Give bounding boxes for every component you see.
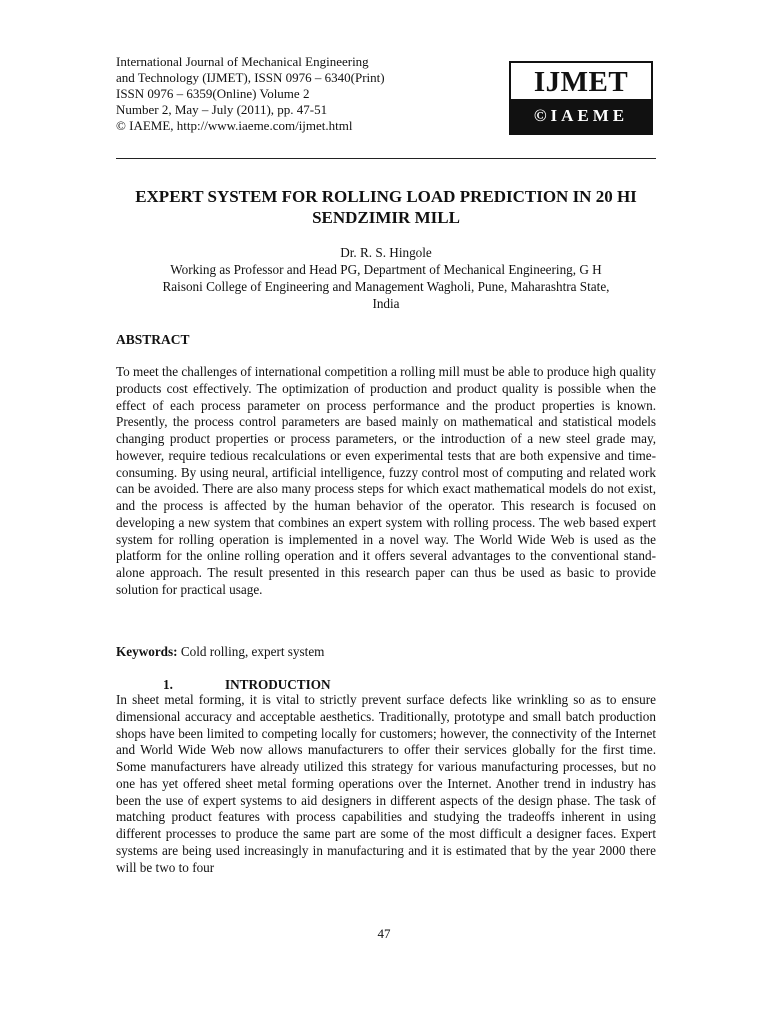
section-title: INTRODUCTION — [225, 677, 331, 692]
section-heading-introduction — [163, 676, 331, 693]
author-block — [116, 244, 656, 312]
keywords-value: Cold rolling, expert system — [177, 644, 325, 659]
keywords-label: Keywords: — [116, 644, 178, 659]
keywords-line — [116, 643, 656, 660]
author-affiliation-line: India — [372, 296, 400, 311]
header-divider — [116, 158, 656, 159]
introduction-text: In sheet metal forming, it is vital to strictly prevent surface defects like wrinkling so as to ensure dimensional accuracy and acceptable aesthetics. Traditionally, prototype and small batch production shops have been limited to competing locally for customers; however, the connectivity of the Internet and World Wide Web now allows manufacturers to offer their services globally for the first time. Some manufacturers have already utilized this strategy for various manufacturing processes, but no one has yet offered sheet metal forming operations over the Internet. Another trend in industry has been the use of expert systems to aid designers in different aspects of the design phase. The task of matching product features with process capabilities and studying the tradeoffs inherent in using different processes to produce the same part are some of the most difficult a designer faces. Expert systems are being used increasingly in manufacturing and it is estimated that by the year 2000 there will be two to four — [116, 692, 656, 875]
section-number: 1. — [163, 677, 173, 692]
logo-publisher: ©IAEME — [511, 99, 651, 133]
journal-header-line: International Journal of Mechanical Engineering — [116, 54, 369, 69]
abstract-heading: ABSTRACT — [116, 332, 190, 347]
author-name: Dr. R. S. Hingole — [340, 245, 432, 260]
journal-header — [116, 54, 496, 134]
journal-header-line: and Technology (IJMET), ISSN 0976 – 6340(Print) — [116, 70, 385, 85]
journal-header-line: ISSN 0976 – 6359(Online) Volume 2 — [116, 86, 310, 101]
logo-title: IJMET — [533, 66, 629, 98]
journal-header-line: Number 2, May – July (2011), pp. 47-51 — [116, 102, 328, 117]
journal-logo — [509, 61, 653, 135]
journal-header-line: © IAEME, http://www.iaeme.com/ijmet.html — [116, 118, 353, 133]
abstract-text: To meet the challenges of international competition a rolling mill must be able to produce high quality products cost effectively. The optimization of production and product quality is possible when the effect of each process parameter on process performance and the product properties is known. Presently, the process control parameters are based mainly on mathematical and statistical models changing product properties or process parameters, or the introduction of a new steel grade may, however, require tedious recalculations or even experimental tests that are both expensive and time-consuming. By using neural, artificial intelligence, fuzzy control most of computing and related work can be avoided. There are also many process steps for which exact mathematical models do not exist, and the process is affected by the human behavior of the operator. This research is focused on developing a new system that combines an expert system with rolling process. The web based expert system for rolling operation is implemented in a novel way. The World Wide Web is used as the platform for the online rolling operation and it offers several advantages to the conventional stand-alone approach. The result presented in this research paper can thus be used as basic to provide solution for practical usage. — [116, 364, 656, 597]
page-number: 47 — [377, 926, 391, 941]
author-affiliation-line: Working as Professor and Head PG, Department of Mechanical Engineering, G H — [170, 262, 602, 277]
paper-title: EXPERT SYSTEM FOR ROLLING LOAD PREDICTION IN 20 HI SENDZIMIR MILL — [135, 187, 637, 227]
author-affiliation-line: Raisoni College of Engineering and Management Wagholi, Pune, Maharashtra State, — [162, 279, 610, 294]
